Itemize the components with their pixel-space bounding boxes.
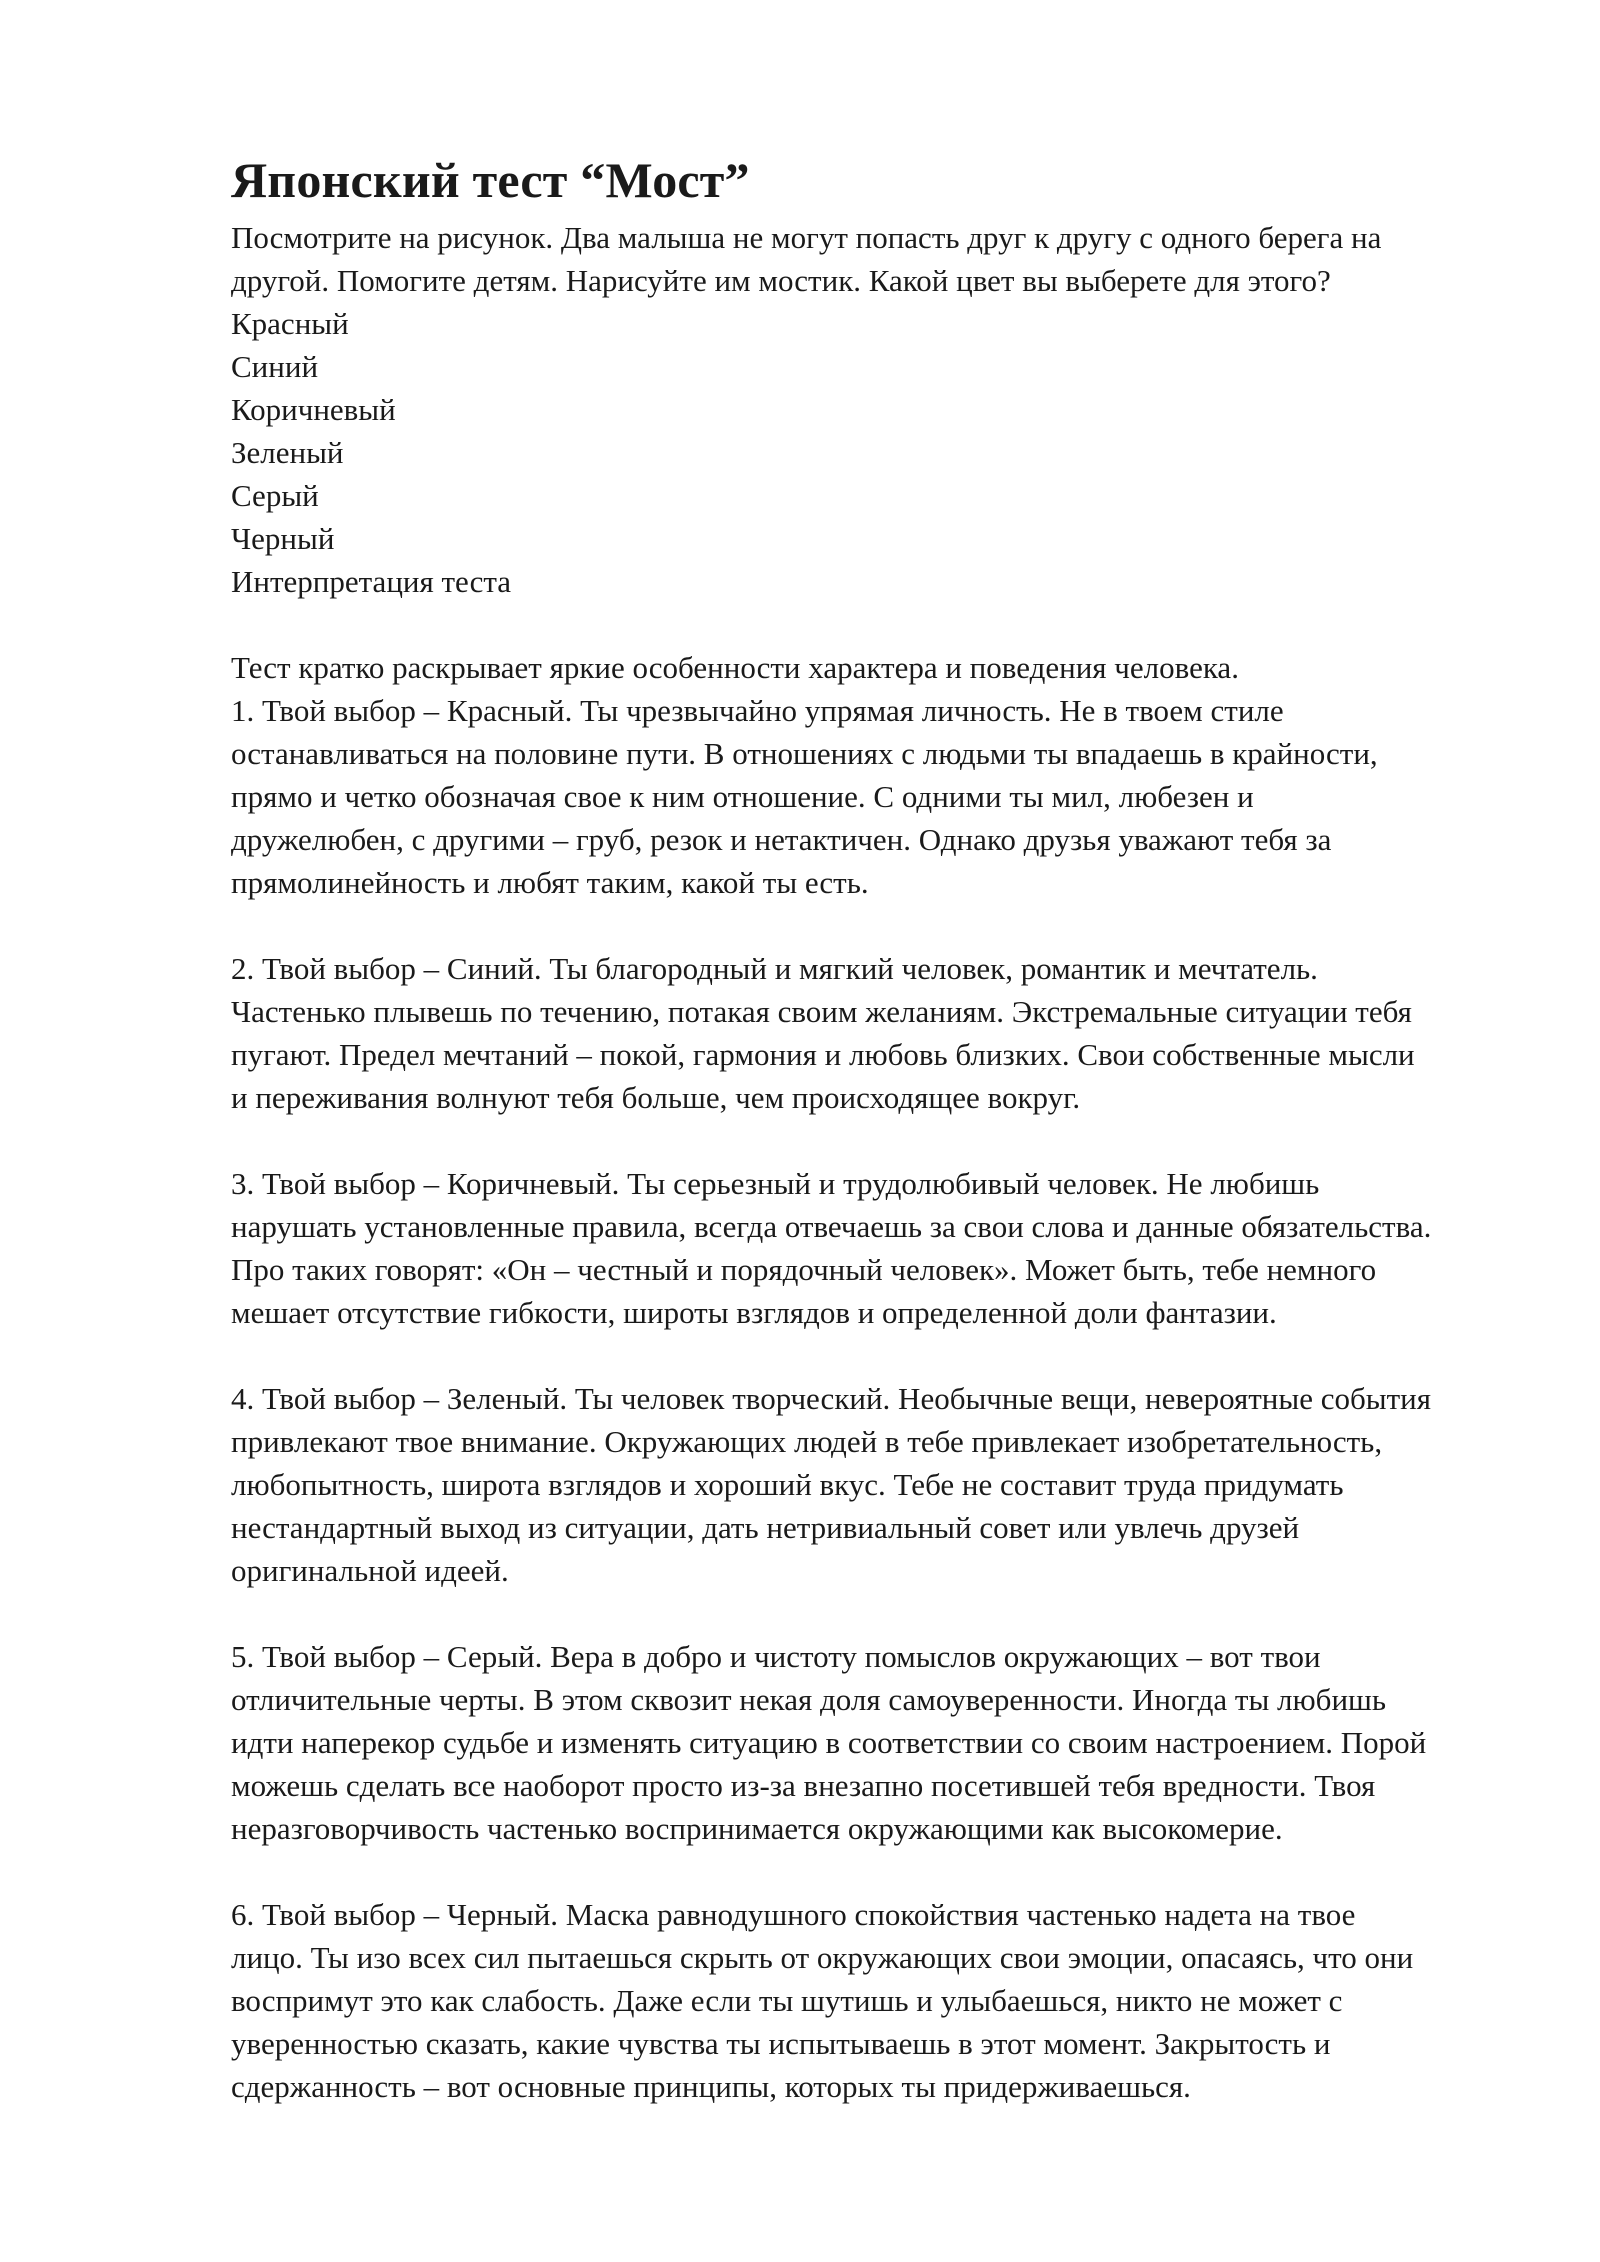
answer-line: можешь сделать все наоборот просто из-за внезапно посетившей тебя вредности. Твоя	[231, 1768, 1376, 1803]
color-option-green: Зеленый	[231, 435, 344, 470]
color-option-blue: Синий	[231, 349, 319, 384]
answer-brown	[231, 1162, 1521, 1334]
paragraph-spacer	[231, 1334, 1521, 1377]
answer-line: 1. Твой выбор – Красный. Ты чрезвычайно упрямая личность. Не в твоем стиле	[231, 693, 1284, 728]
answer-line: оригинальной идеей.	[231, 1553, 509, 1588]
paragraph-spacer	[231, 904, 1521, 947]
document-page	[231, 150, 1521, 2108]
intro-paragraph	[231, 216, 1521, 302]
answer-line: и переживания волнуют тебя больше, чем происходящее вокруг.	[231, 1080, 1081, 1115]
answer-green	[231, 1377, 1521, 1592]
answer-line: идти наперекор судьбе и изменять ситуацию в соответствии со своим настроением. Порой	[231, 1725, 1427, 1760]
answer-line: сдержанность – вот основные принципы, которых ты придерживаешься.	[231, 2069, 1191, 2104]
color-option-brown: Коричневый	[231, 392, 396, 427]
interpretation-intro: Тест кратко раскрывает яркие особенности характера и поведения человека.	[231, 650, 1239, 685]
answer-line: пугают. Предел мечтаний – покой, гармония и любовь близких. Свои собственные мысли	[231, 1037, 1415, 1072]
answer-line: любопытность, широта взглядов и хороший вкус. Тебе не составит труда придумать	[231, 1467, 1344, 1502]
answer-line: привлекают твое внимание. Окружающих людей в тебе привлекает изобретательность,	[231, 1424, 1383, 1459]
paragraph-spacer	[231, 603, 1521, 646]
answer-black	[231, 1893, 1521, 2108]
intro-line: другой. Помогите детям. Нарисуйте им мостик. Какой цвет вы выберете для этого?	[231, 263, 1331, 298]
answer-line: 3. Твой выбор – Коричневый. Ты серьезный и трудолюбивый человек. Не любишь	[231, 1166, 1320, 1201]
answer-line: лицо. Ты изо всех сил пытаешься скрыть от окружающих свои эмоции, опасаясь, что они	[231, 1940, 1414, 1975]
answer-line: 4. Твой выбор – Зеленый. Ты человек творческий. Необычные вещи, невероятные события	[231, 1381, 1431, 1416]
color-options-list	[231, 302, 1521, 560]
color-option-gray: Серый	[231, 478, 319, 513]
document-title: Японский тест “Мост”	[231, 152, 750, 208]
paragraph-spacer	[231, 1592, 1521, 1635]
answer-line: нестандартный выход из ситуации, дать нетривиальный совет или увлечь друзей	[231, 1510, 1300, 1545]
answer-line: мешает отсутствие гибкости, широты взглядов и определенной доли фантазии.	[231, 1295, 1277, 1330]
answer-line: нарушать установленные правила, всегда отвечаешь за свои слова и данные обязательства.	[231, 1209, 1432, 1244]
answer-line: неразговорчивость частенько воспринимается окружающими как высокомерие.	[231, 1811, 1283, 1846]
intro-line: Посмотрите на рисунок. Два малыша не могут попасть друг к другу с одного берега на	[231, 220, 1382, 255]
color-option-red: Красный	[231, 306, 349, 341]
answer-line: 2. Твой выбор – Синий. Ты благородный и мягкий человек, романтик и мечтатель.	[231, 951, 1318, 986]
answer-line: воспримут это как слабость. Даже если ты шутишь и улыбаешься, никто не может с	[231, 1983, 1343, 2018]
answer-line: уверенностью сказать, какие чувства ты испытываешь в этот момент. Закрытость и	[231, 2026, 1331, 2061]
answer-line: Про таких говорят: «Он – честный и порядочный человек». Может быть, тебе немного	[231, 1252, 1377, 1287]
interpretation-heading: Интерпретация теста	[231, 564, 512, 599]
answer-line: 5. Твой выбор – Серый. Вера в добро и чистоту помыслов окружающих – вот твои	[231, 1639, 1321, 1674]
answer-line: отличительные черты. В этом сквозит некая доля самоуверенности. Иногда ты любишь	[231, 1682, 1387, 1717]
answer-red	[231, 689, 1521, 904]
paragraph-spacer	[231, 1850, 1521, 1893]
answer-line: прямо и четко обозначая свое к ним отношение. С одними ты мил, любезен и	[231, 779, 1254, 814]
answer-blue	[231, 947, 1521, 1119]
answer-line: 6. Твой выбор – Черный. Маска равнодушного спокойствия частенько надета на твое	[231, 1897, 1356, 1932]
answer-line: прямолинейность и любят таким, какой ты есть.	[231, 865, 869, 900]
paragraph-spacer	[231, 1119, 1521, 1162]
answer-line: Частенько плывешь по течению, потакая своим желаниям. Экстремальные ситуации тебя	[231, 994, 1412, 1029]
answer-line: останавливаться на половине пути. В отношениях с людьми ты впадаешь в крайности,	[231, 736, 1378, 771]
answer-line: дружелюбен, с другими – груб, резок и нетактичен. Однако друзья уважают тебя за	[231, 822, 1332, 857]
answer-gray	[231, 1635, 1521, 1850]
color-option-black: Черный	[231, 521, 335, 556]
